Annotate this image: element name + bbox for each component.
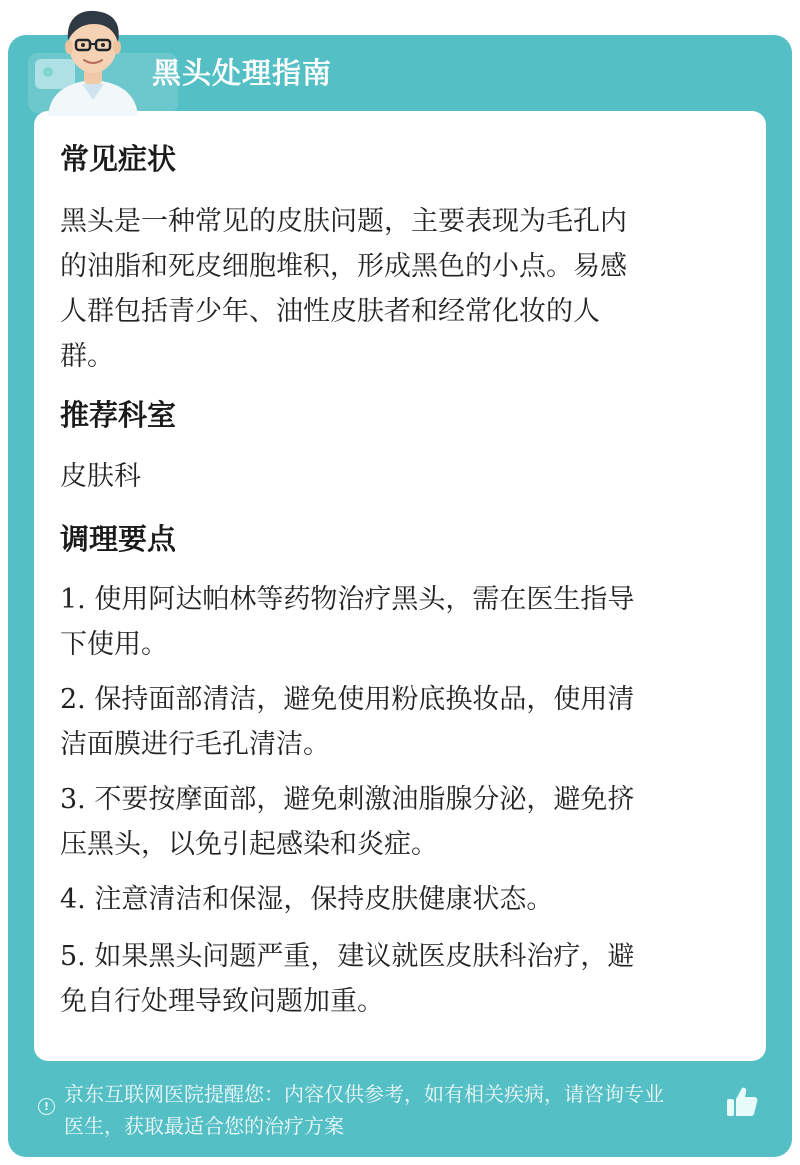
care-item-number: 2. — [60, 684, 86, 715]
care-item-2 — [60, 677, 740, 767]
care-item-number: 1. — [60, 584, 86, 615]
section-heading-care-points: 调理要点 — [60, 522, 177, 556]
symptoms-text — [60, 199, 740, 379]
care-item-5 — [60, 934, 740, 1024]
care-item-text: 压黑头，以免引起感染和炎症。 — [60, 829, 438, 860]
section-heading-symptoms: 常见症状 — [60, 142, 177, 176]
disclaimer-text — [64, 1078, 729, 1142]
disclaimer-line: 医生，获取最适合您的治疗方案 — [64, 1114, 344, 1138]
care-item-text: 免自行处理导致问题加重。 — [60, 986, 384, 1017]
symptoms-line: 人群包括青少年、油性皮肤者和经常化妆的人 — [60, 296, 600, 327]
care-item-text: 注意清洁和保湿，保持皮肤健康状态。 — [85, 884, 554, 915]
guide-frame — [8, 35, 792, 1157]
care-item-text: 洁面膜进行毛孔清洁。 — [60, 729, 330, 760]
care-item-3 — [60, 777, 740, 867]
section-heading-department: 推荐科室 — [60, 398, 177, 432]
department-text — [60, 454, 740, 499]
content-card — [34, 111, 766, 1061]
thumbs-up-icon[interactable] — [724, 1084, 760, 1120]
disclaimer-line: 京东互联网医院提醒您：内容仅供参考，如有相关疾病，请咨询专业 — [64, 1082, 664, 1106]
care-item-text: 保持面部清洁，避免使用粉底换妆品，使用清 — [85, 684, 635, 715]
care-item-number: 5. — [60, 941, 86, 972]
page-title: 黑头处理指南 — [152, 56, 333, 90]
care-item-text: 不要按摩面部，避免刺激油脂腺分泌，避免挤 — [85, 784, 635, 815]
care-item-text: 如果黑头问题严重，建议就医皮肤科治疗，避 — [85, 941, 635, 972]
care-item-4 — [60, 877, 740, 922]
symptoms-line: 的油脂和死皮细胞堆积，形成黑色的小点。易感 — [60, 251, 627, 282]
info-icon: ! — [38, 1098, 55, 1115]
care-item-number: 3. — [60, 784, 86, 815]
symptoms-line: 黑头是一种常见的皮肤问题，主要表现为毛孔内 — [60, 206, 627, 237]
doctor-avatar — [38, 0, 148, 116]
care-item-1 — [60, 577, 740, 667]
symptoms-line: 群。 — [60, 341, 114, 372]
care-item-number: 4. — [60, 884, 86, 915]
department-line: 皮肤科 — [60, 461, 141, 492]
care-item-text: 下使用。 — [60, 629, 168, 660]
care-item-text: 使用阿达帕林等药物治疗黑头，需在医生指导 — [85, 584, 635, 615]
